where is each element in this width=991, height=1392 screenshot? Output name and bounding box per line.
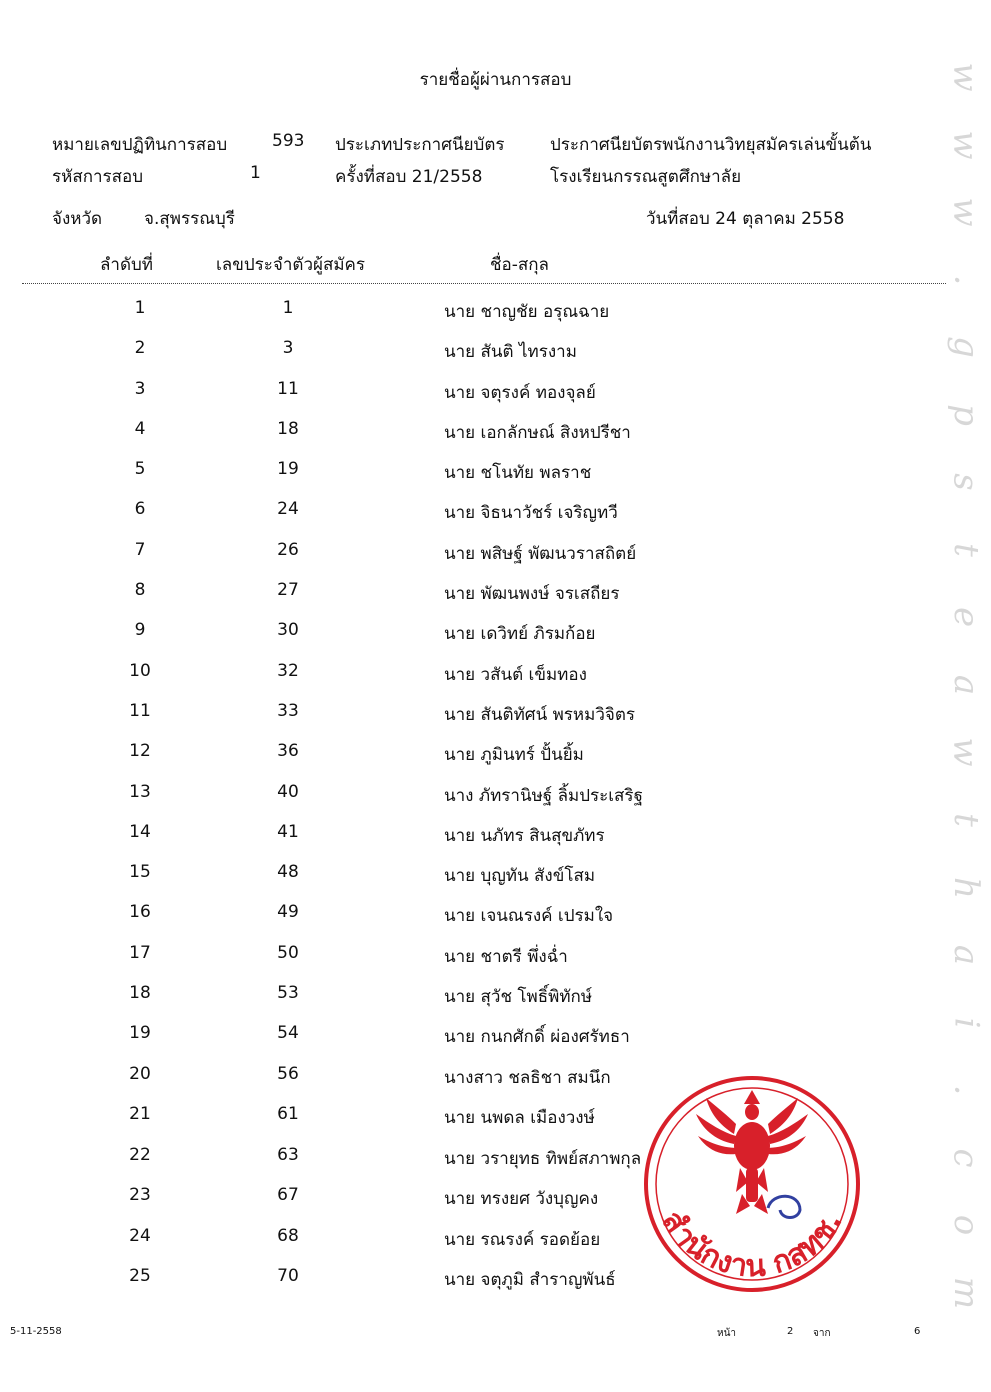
row-seq: 25 <box>129 1266 151 1286</box>
cert-type-value: ประกาศนียบัตรพนักงานวิทยุสมัครเล่นขั้นต้น <box>550 135 872 155</box>
calendar-number: 593 <box>272 131 305 151</box>
row-name: นาย ชาตรี พึ่งฉ่ำ <box>444 947 568 967</box>
row-name: นาย วสันต์ เข็มทอง <box>444 665 587 685</box>
venue: โรงเรียนกรรณสูตศึกษาลัย <box>550 167 742 187</box>
row-id: 1 <box>282 298 294 318</box>
table-row <box>0 298 991 338</box>
row-id: 26 <box>277 540 299 560</box>
exam-round: ครั้งที่สอบ 21/2558 <box>335 167 483 187</box>
table-row <box>0 661 991 701</box>
row-id: 41 <box>277 822 299 842</box>
row-name: นาย เจนณรงค์ เปรมใจ <box>444 906 614 926</box>
row-id: 11 <box>277 379 299 399</box>
table-row <box>0 983 991 1023</box>
row-seq: 16 <box>129 902 151 922</box>
row-id: 48 <box>277 862 299 882</box>
table-row <box>0 499 991 539</box>
print-date: 5-11-2558 <box>10 1326 62 1337</box>
row-name: นาย นภัทร สินสุขภัทร <box>444 826 605 846</box>
row-id: 70 <box>277 1266 299 1286</box>
column-header-id: เลขประจำตัวผู้สมัคร <box>216 255 366 275</box>
row-seq: 10 <box>129 661 151 681</box>
header-divider <box>22 283 946 284</box>
row-id: 32 <box>277 661 299 681</box>
province-label: จังหวัด <box>52 209 103 229</box>
row-name: นาย กนกศักดิ์ ผ่องศรัทธา <box>444 1027 630 1047</box>
row-name: นาง ภัทรานิษฐ์ ลิ้มประเสริฐ <box>444 786 643 806</box>
row-seq: 11 <box>129 701 151 721</box>
row-seq: 14 <box>129 822 151 842</box>
table-row <box>0 620 991 660</box>
row-seq: 12 <box>129 741 151 761</box>
row-name: นาย จตุภูมิ สำราญพันธ์ <box>444 1270 616 1290</box>
table-row <box>0 379 991 419</box>
row-name: นาย สุวัช โพธิ์พิทักษ์ <box>444 987 593 1007</box>
row-seq: 24 <box>129 1226 151 1246</box>
row-id: 24 <box>277 499 299 519</box>
row-name: นาย จตุรงค์ ทองจุลย์ <box>444 383 596 403</box>
cert-type-label: ประเภทประกาศนียบัตร <box>335 135 505 155</box>
row-name: นาย พัฒนพงษ์ จรเสถียร <box>444 584 620 604</box>
row-name: นาย รณรงค์ รอดย้อย <box>444 1230 601 1250</box>
row-name: นาย ภูมินทร์ ปั้นยิ้ม <box>444 745 584 765</box>
row-id: 36 <box>277 741 299 761</box>
row-seq: 23 <box>129 1185 151 1205</box>
row-seq: 4 <box>134 419 146 439</box>
calendar-label: หมายเลขปฏิทินการสอบ <box>52 135 228 155</box>
page-number: 2 <box>787 1326 794 1337</box>
row-name: นาย สันติทัศน์ พรหมวิจิตร <box>444 705 636 725</box>
row-id: 30 <box>277 620 299 640</box>
row-seq: 1 <box>134 298 146 318</box>
province: จ.สุพรรณบุรี <box>144 209 235 229</box>
row-seq: 17 <box>129 943 151 963</box>
row-seq: 22 <box>129 1145 151 1165</box>
garuda-emblem-icon <box>696 1090 808 1214</box>
row-name: นาย บุญทัน สังข์โสม <box>444 866 596 886</box>
table-row <box>0 540 991 580</box>
of-label: จาก <box>813 1328 831 1339</box>
row-seq: 15 <box>129 862 151 882</box>
row-id: 50 <box>277 943 299 963</box>
row-name: นาย วรายุทธ ทิพย์สภาพกุล <box>444 1149 642 1169</box>
table-row <box>0 782 991 822</box>
row-seq: 8 <box>134 580 146 600</box>
row-name: นาย ชาญชัย อรุณฉาย <box>444 302 610 322</box>
row-id: 3 <box>282 338 294 358</box>
row-name: นาย เดวิทย์ ภิรมก้อย <box>444 624 596 644</box>
row-seq: 3 <box>134 379 146 399</box>
row-seq: 18 <box>129 983 151 1003</box>
row-id: 61 <box>277 1104 299 1124</box>
row-id: 19 <box>277 459 299 479</box>
row-id: 68 <box>277 1226 299 1246</box>
table-row <box>0 862 991 902</box>
table-row <box>0 822 991 862</box>
row-name: นาย จิธนาวัชร์ เจริญทวี <box>444 503 618 523</box>
total-pages: 6 <box>914 1326 921 1337</box>
row-seq: 7 <box>134 540 146 560</box>
office-stamp-icon <box>640 1064 865 1304</box>
row-name: นาย สันติ ไทรงาม <box>444 342 577 362</box>
row-id: 18 <box>277 419 299 439</box>
signature-icon <box>768 1196 800 1217</box>
row-id: 63 <box>277 1145 299 1165</box>
row-id: 40 <box>277 782 299 802</box>
row-seq: 21 <box>129 1104 151 1124</box>
exam-code-label: รหัสการสอบ <box>52 167 144 187</box>
row-name: นาย ชโนทัย พลราช <box>444 463 592 483</box>
row-id: 27 <box>277 580 299 600</box>
column-header-name: ชื่อ-สกุล <box>490 255 549 275</box>
table-row <box>0 580 991 620</box>
table-row <box>0 701 991 741</box>
row-seq: 19 <box>129 1023 151 1043</box>
page-title: รายชื่อผู้ผ่านการสอบ <box>419 70 572 90</box>
row-seq: 13 <box>129 782 151 802</box>
row-seq: 9 <box>134 620 146 640</box>
table-row <box>0 902 991 942</box>
stamp-label: สำนักงาน กสทช. <box>654 1204 850 1285</box>
table-row <box>0 741 991 781</box>
table-row <box>0 419 991 459</box>
row-id: 49 <box>277 902 299 922</box>
row-id: 33 <box>277 701 299 721</box>
website-watermark: w w w . g p s t e a w t h a i . c o m <box>945 62 986 1309</box>
row-name: นาย พสิษฐ์ พัฒนวราสถิตย์ <box>444 544 637 564</box>
row-name: นาย ทรงยศ วังบุญคง <box>444 1189 599 1209</box>
row-seq: 5 <box>134 459 146 479</box>
row-id: 54 <box>277 1023 299 1043</box>
exam-code: 1 <box>250 163 261 183</box>
table-row <box>0 1023 991 1063</box>
row-name: นางสาว ชลธิชา สมนึก <box>444 1068 611 1088</box>
column-header-seq: ลำดับที่ <box>100 255 154 275</box>
row-id: 67 <box>277 1185 299 1205</box>
row-seq: 6 <box>134 499 146 519</box>
row-name: นาย นพดล เมืองวงษ์ <box>444 1108 595 1128</box>
row-seq: 2 <box>134 338 146 358</box>
row-id: 56 <box>277 1064 299 1084</box>
row-id: 53 <box>277 983 299 1003</box>
table-row <box>0 459 991 499</box>
page-label: หน้า <box>717 1328 737 1339</box>
table-row <box>0 338 991 378</box>
row-name: นาย เอกลักษณ์ สิงหปรีชา <box>444 423 631 443</box>
table-row <box>0 943 991 983</box>
row-seq: 20 <box>129 1064 151 1084</box>
exam-date: วันที่สอบ 24 ตุลาคม 2558 <box>646 209 845 229</box>
